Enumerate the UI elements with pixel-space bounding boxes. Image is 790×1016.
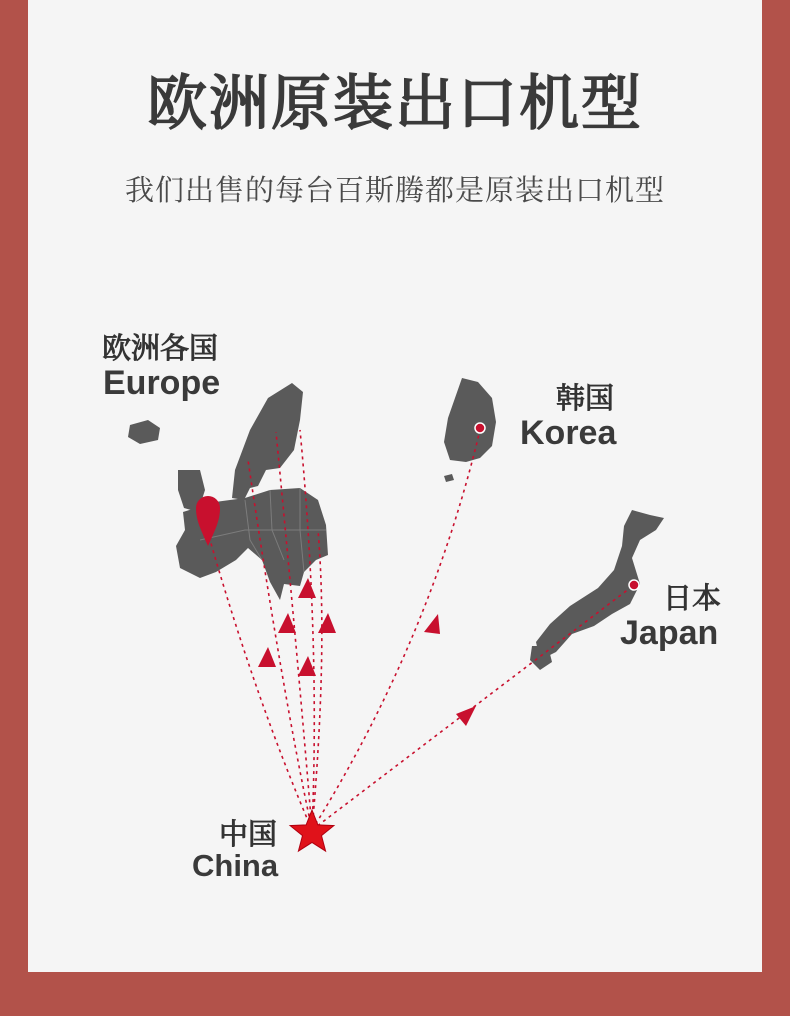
korea-map [444, 378, 496, 462]
china-label-cn: 中国 [219, 817, 278, 851]
route-arrow [318, 613, 336, 633]
route-arrow [456, 706, 476, 726]
route-arrow [424, 614, 440, 634]
korea-marker [475, 423, 485, 433]
japan-label-cn: 日本 [663, 581, 722, 615]
page-subtitle: 我们出售的每台百斯腾都是原装出口机型 [124, 173, 665, 207]
page-title: 欧洲原装出口机型 [147, 69, 643, 139]
china-label-en: China [192, 848, 279, 883]
japan-label-en: Japan [620, 614, 719, 652]
korea-label-cn: 韩国 [556, 381, 615, 415]
route-arrow [278, 613, 296, 633]
route-arrow [258, 647, 276, 667]
europe-label-cn: 欧洲各国 [102, 331, 219, 365]
star-icon [290, 810, 334, 851]
japan-marker [629, 580, 639, 590]
europe-label-en: Europe [103, 364, 221, 402]
route-arrows [258, 578, 476, 726]
europe-map [128, 383, 328, 600]
korea-label-en: Korea [520, 414, 617, 452]
route-arrow [298, 656, 316, 676]
